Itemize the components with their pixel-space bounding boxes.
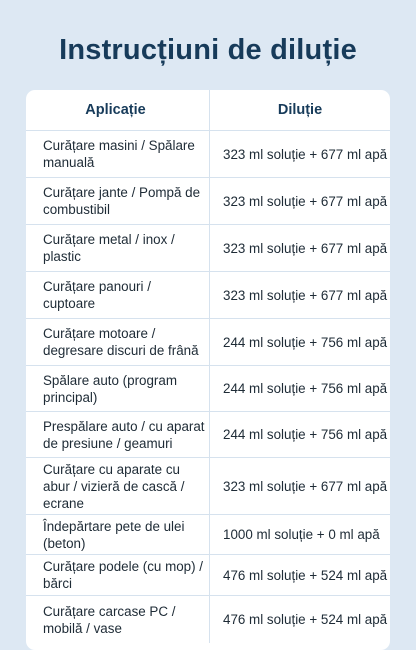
dilution-cell: 323 ml soluție + 677 ml apă (209, 225, 390, 271)
application-cell: Curățare podele (cu mop) / bărci (43, 559, 204, 591)
table-row (26, 271, 390, 318)
application-cell: Curățare motoare / degresare discuri de frână (43, 326, 199, 358)
dilution-cell: 323 ml soluție + 677 ml apă (209, 131, 390, 177)
column-header-dilution: Diluție (209, 90, 390, 130)
table-row (26, 177, 390, 224)
table-row (26, 318, 390, 365)
table-row (26, 224, 390, 271)
application-cell: Curățare carcase PC / mobilă / vase (43, 603, 176, 636)
dilution-cell: 244 ml soluție + 756 ml apă (209, 412, 390, 457)
table-row (26, 554, 390, 595)
dilution-cell: 323 ml soluție + 677 ml apă (209, 178, 390, 224)
table-header-row (26, 90, 390, 130)
application-cell: Prespălare auto / cu aparat de presiune / geamuri (43, 418, 205, 451)
table-row (26, 130, 390, 177)
dilution-cell: 476 ml soluție + 524 ml apă (209, 555, 390, 595)
application-cell: Îndepărtare pete de ulei (beton) (43, 518, 185, 551)
dilution-cell: 323 ml soluție + 677 ml apă (209, 458, 390, 514)
table-row (26, 365, 390, 411)
application-cell: Curățare metal / inox / plastic (43, 232, 175, 264)
page-title: Instrucțiuni de diluție (59, 34, 357, 66)
dilution-cell: 476 ml soluție + 524 ml apă (209, 596, 390, 643)
dilution-table (26, 90, 390, 650)
table-row (26, 411, 390, 457)
application-cell: Curățare masini / Spălare manuală (43, 138, 195, 170)
application-cell: Curățare jante / Pompă de combustibil (43, 185, 201, 217)
application-cell: Curățare cu aparate cu abur / vizieră de cască / ecrane (43, 461, 185, 511)
dilution-cell: 1000 ml soluție + 0 ml apă (209, 515, 390, 554)
application-cell: Spălare auto (program principal) (43, 372, 177, 405)
table-row (26, 457, 390, 514)
column-header-application: Aplicație (85, 101, 146, 118)
application-cell: Curățare panouri / cuptoare (43, 279, 151, 311)
table-row (26, 514, 390, 554)
dilution-cell: 244 ml soluție + 756 ml apă (209, 319, 390, 365)
dilution-cell: 323 ml soluție + 677 ml apă (209, 272, 390, 318)
dilution-cell: 244 ml soluție + 756 ml apă (209, 366, 390, 411)
table-row (26, 595, 390, 643)
